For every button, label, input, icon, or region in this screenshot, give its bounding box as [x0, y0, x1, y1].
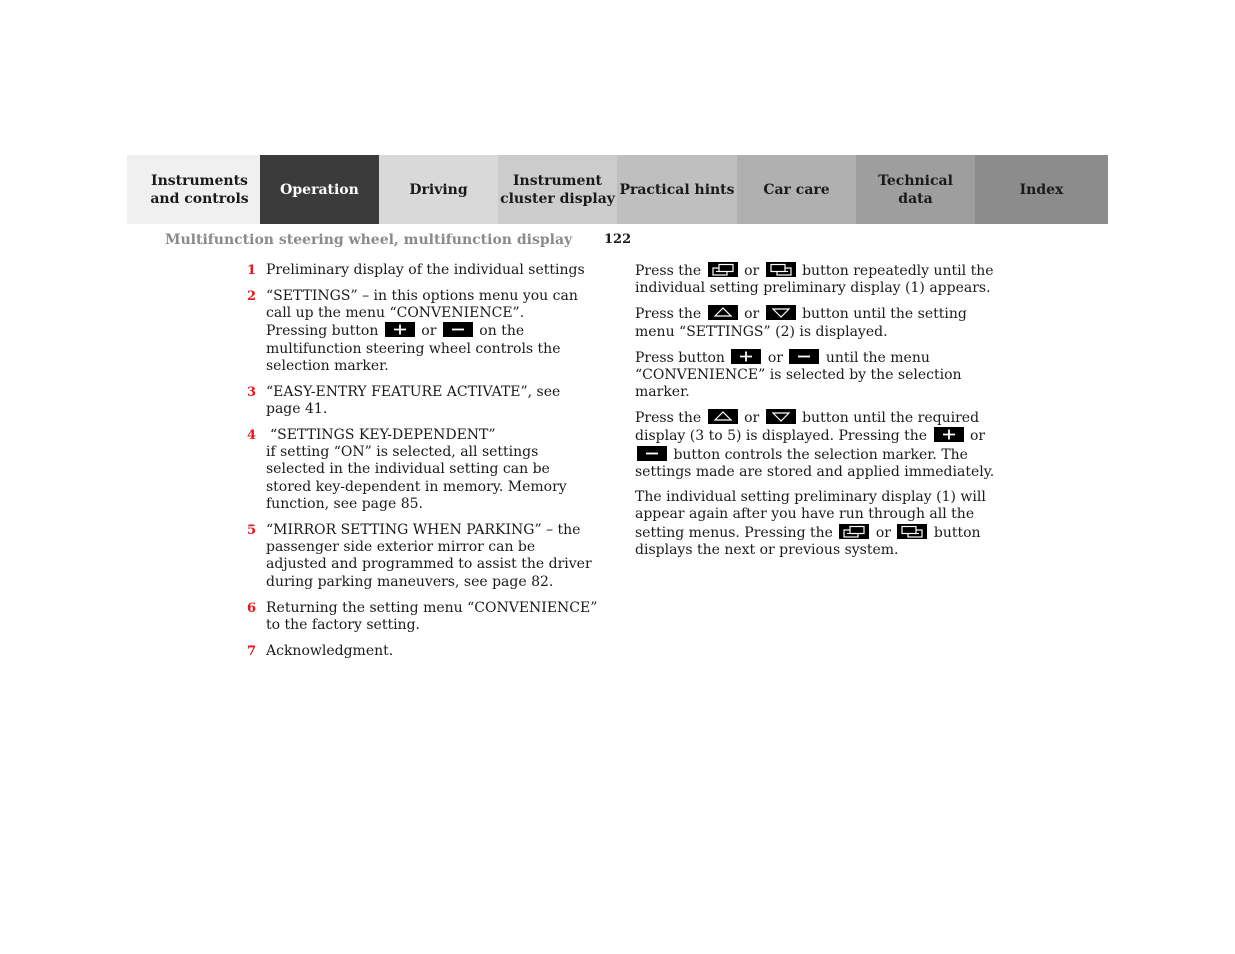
item-number: 7	[247, 643, 257, 659]
para-text: Press button	[635, 349, 725, 366]
tab-practical-hints[interactable]	[617, 155, 737, 224]
item-text: Returning the setting menu “CONVENIENCE” to the factory setting.	[266, 599, 598, 633]
tab-operation[interactable]	[260, 155, 379, 224]
legend-item-4	[247, 427, 599, 513]
instruction-paragraph-3	[635, 349, 997, 402]
tab-label: Index	[1019, 181, 1064, 198]
instruction-paragraph-1	[635, 262, 997, 298]
display-next-icon	[897, 524, 927, 539]
item-text: “MIRROR SETTING WHEN PARKING” – the passenger side exterior mirror can be adjusted and programmed to assist the driver during parking maneuvers, see page 82.	[266, 521, 592, 590]
item-number: 6	[247, 600, 257, 616]
item-title: “SETTINGS KEY-DEPENDENT”	[270, 426, 496, 443]
legend-item-6	[247, 600, 599, 635]
page-number: 122	[604, 232, 632, 247]
or-text: or	[767, 349, 783, 366]
instructions	[635, 262, 997, 567]
instruction-paragraph-5	[635, 489, 997, 559]
legend-item-3	[247, 384, 599, 419]
para-text: button controls the selection marker. The settings made are stored and applied immediately.	[635, 446, 995, 481]
section-title: Multifunction steering wheel, multifunction display	[165, 232, 573, 248]
tab-instrument-cluster-display[interactable]	[498, 155, 617, 224]
item-number: 3	[247, 384, 257, 400]
tab-instruments-and-controls[interactable]	[127, 155, 260, 224]
tab-label: Car care	[763, 181, 830, 198]
para-text: button displays the next or previous system.	[635, 524, 981, 558]
item-text: Pressing button	[266, 323, 379, 340]
item-number: 4	[247, 427, 257, 443]
item-body	[266, 288, 599, 375]
or-text: or	[970, 428, 986, 445]
item-text: Acknowledgment.	[266, 642, 394, 659]
or-text: or	[744, 410, 760, 427]
or-text: or	[744, 263, 760, 279]
plus-icon	[731, 349, 761, 364]
para-text: until the menu “CONVENIENCE” is selected by the selection marker.	[635, 349, 962, 401]
instruction-paragraph-2	[635, 305, 997, 341]
para-text: Press the	[635, 410, 702, 427]
legend-item-5	[247, 522, 599, 591]
tab-car-care[interactable]	[737, 155, 856, 224]
para-text: Press the	[635, 306, 702, 323]
item-text: if setting “ON” is selected, all settings selected in the individual setting can be stored key-dependent in memory. Memory function, see page 85.	[266, 444, 567, 513]
minus-icon	[443, 322, 473, 337]
or-text: or	[744, 306, 760, 323]
para-text: button until the required display (3 to 5) is displayed. Pressing the	[635, 410, 980, 445]
legend-list	[247, 262, 599, 668]
tab-technical-data[interactable]	[856, 155, 975, 224]
tab-label: Technical data	[878, 172, 953, 207]
item-text: Preliminary display of the individual settings	[266, 262, 585, 278]
para-text: The individual setting preliminary display (1) will appear again after you have run through all the setting menus. Pressing the	[635, 489, 986, 541]
tab-label: Practical hints	[619, 181, 735, 198]
item-text: “EASY-ENTRY FEATURE ACTIVATE”, see page 41.	[266, 383, 561, 418]
legend-item-1	[247, 262, 599, 279]
para-text: button until the setting menu “SETTINGS” (2) is displayed.	[635, 306, 967, 340]
legend-item-7	[247, 643, 599, 660]
up-arrow-icon	[708, 409, 738, 424]
plus-icon	[934, 427, 964, 442]
or-text: or	[421, 323, 437, 340]
legend-item-2	[247, 288, 599, 375]
or-text: or	[875, 524, 891, 541]
plus-icon	[385, 322, 415, 337]
tab-label: Instrument cluster display	[500, 172, 615, 207]
instruction-paragraph-4	[635, 409, 997, 481]
tab-label: Instruments and controls	[150, 172, 249, 207]
tab-label: Driving	[409, 181, 468, 198]
item-text: on the multifunction steering wheel controls the selection marker.	[266, 323, 561, 374]
item-number: 1	[247, 263, 257, 278]
up-arrow-icon	[708, 305, 738, 320]
display-prev-icon	[708, 262, 738, 277]
item-text: “SETTINGS” – in this options menu you can call up the menu “CONVENIENCE”.	[266, 287, 578, 322]
down-arrow-icon	[766, 409, 796, 424]
down-arrow-icon	[766, 305, 796, 320]
item-number: 2	[247, 288, 257, 304]
tab-driving[interactable]	[379, 155, 498, 224]
item-body	[266, 427, 599, 513]
display-next-icon	[766, 262, 796, 277]
para-text: button repeatedly until the individual setting preliminary display (1) appears.	[635, 263, 994, 297]
chapter-tab-bar	[127, 155, 1108, 224]
minus-icon	[789, 349, 819, 364]
tab-label: Operation	[280, 181, 359, 198]
minus-icon	[637, 446, 667, 461]
display-prev-icon	[839, 524, 869, 539]
para-text: Press the	[635, 263, 702, 279]
item-number: 5	[247, 522, 257, 538]
tab-index[interactable]	[975, 155, 1108, 224]
